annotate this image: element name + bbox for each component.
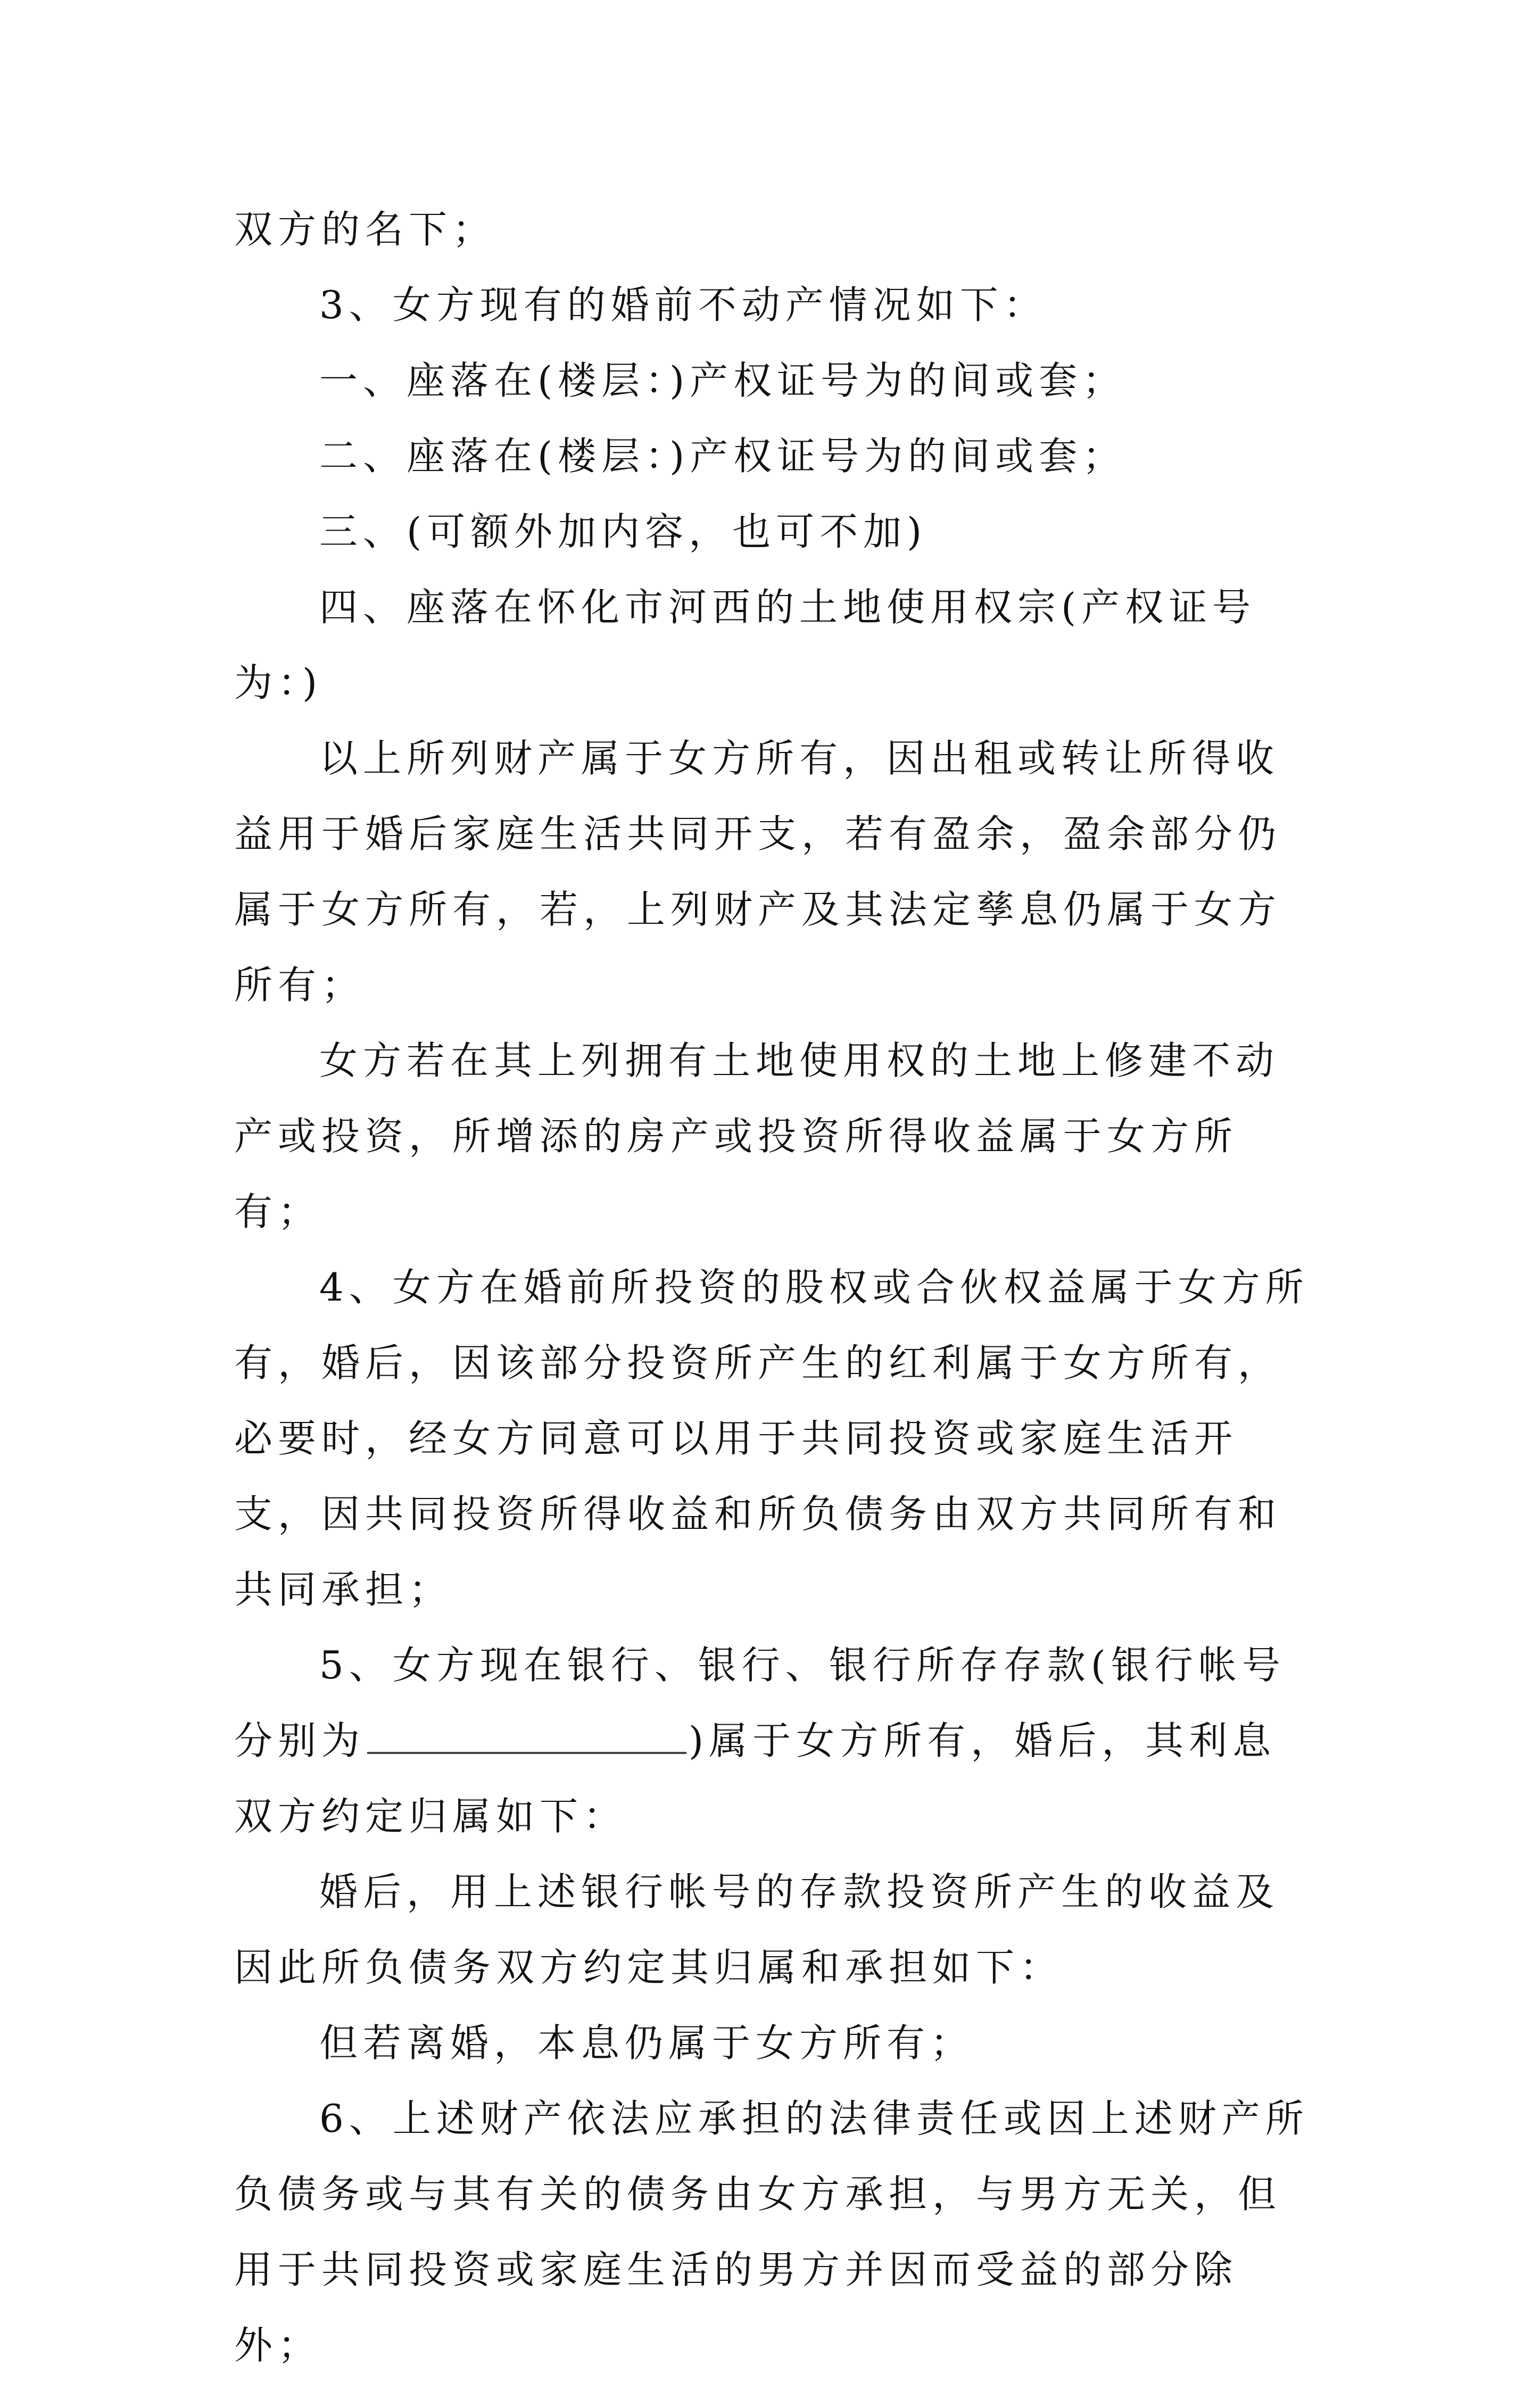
paragraph: 三、(可额外加内容，也可不加)	[319, 509, 928, 554]
paragraph: 女方若在其上列拥有土地使用权的土地上修建不动产或投资，所增添的房产或投资所得收益属于女方所有；	[234, 1038, 1280, 1234]
fill-in-blank	[367, 1709, 686, 1754]
paragraph-text: 5、女方现在银行、银行、银行所存存款(银行帐号分别为	[234, 1643, 1286, 1763]
paragraph: 但若离婚，本息仍属于女方所有；	[319, 2021, 974, 2065]
paragraph: 6、上述财产依法应承担的法律责任或因上述财产所负债务或与其有关的债务由女方承担，与男方无关，但用于共同投资或家庭生活的男方并因而受益的部分除外；	[234, 2096, 1309, 2368]
paragraph: 婚后，用上述银行帐号的存款投资所产生的收益及因此所负债务双方约定其归属和承担如下：	[234, 1869, 1280, 1990]
document-body	[234, 192, 1314, 2383]
paragraph: 以上所列财产属于女方所有，因出租或转让所得收益用于婚后家庭生活共同开支，若有盈余，盈余部分仍属于女方所有，若，上列财产及其法定孳息仍属于女方所有；	[234, 736, 1282, 1007]
paragraph-text: )属于女方所有，婚后，其利息双方约定归属如下：	[234, 1718, 1277, 1839]
paragraph: 二、座落在(楼层：)产权证号为的间或套；	[319, 434, 1127, 478]
paragraph: 3、女方现有的婚前不动产情况如下：	[319, 283, 1047, 327]
paragraph-with-blank	[234, 1627, 1314, 1854]
paragraph: 双方的名下；	[234, 207, 496, 252]
paragraph: 四、座落在怀化市河西的土地使用权宗(产权证号为：)	[234, 585, 1256, 705]
paragraph: 4、女方在婚前所投资的股权或合伙权益属于女方所有，婚后，因该部分投资所产生的红利属于女方所有，必要时，经女方同意可以用于共同投资或家庭生活开支，因共同投资所得收益和所负债务由双方共同所有和共同承担；	[234, 1265, 1309, 1612]
paragraph: 一、座落在(楼层：)产权证号为的间或套；	[319, 358, 1127, 403]
